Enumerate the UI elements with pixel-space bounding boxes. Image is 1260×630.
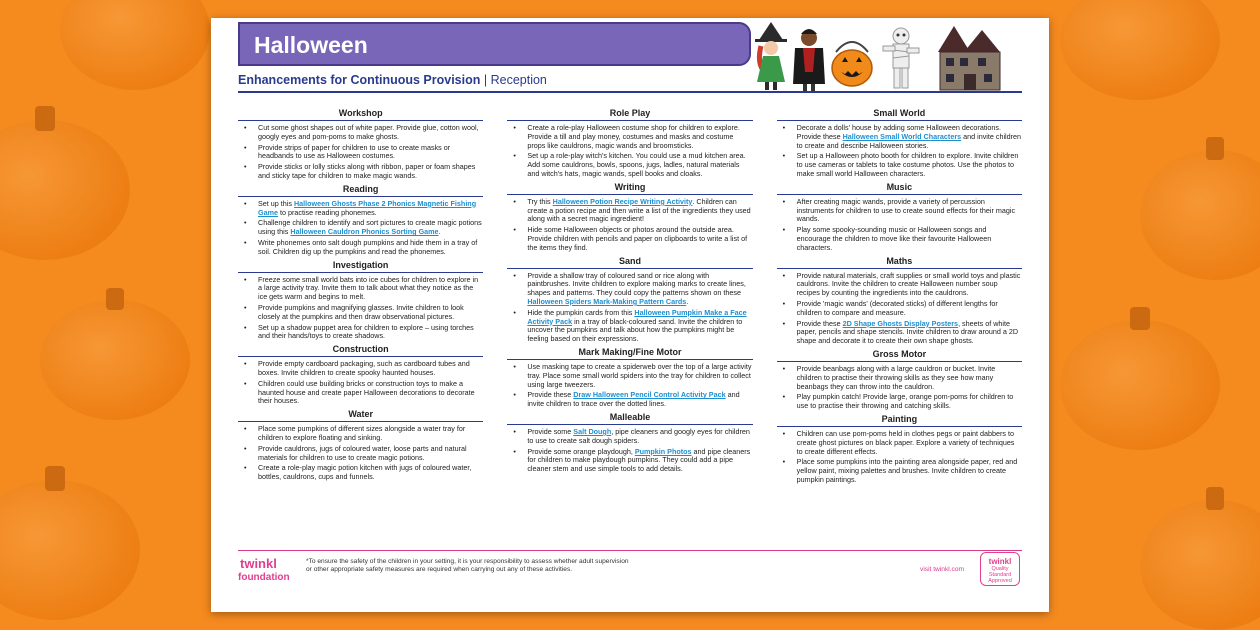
- activity-text: After creating magic wands, provide a variety of percussion instruments for children to use to create sound effects for their magic wands.: [796, 196, 1016, 224]
- activity-text: Try this: [527, 196, 553, 206]
- section-mark-making-fine-motor: [507, 347, 752, 409]
- activity-item: [777, 272, 1022, 298]
- activity-item: [238, 239, 483, 257]
- activity-text: in a tray of black-coloured sand. Invite the children to uncover the pumpkins and talk about how the pumpkins might be feeling based on their expressions.: [527, 316, 743, 344]
- activity-text: Write phonemes onto salt dough pumpkins and hide them in a tray of soil. Children dig up the pumpkins and read the phonemes.: [258, 237, 478, 256]
- activity-text: .: [686, 296, 689, 306]
- subtitle-year-group: Reception: [490, 73, 547, 87]
- activity-text: Decorate a dolls' house by adding some Halloween decorations. Provide these: [796, 123, 1001, 141]
- activity-text: Provide beanbags along with a large cauldron or bucket. Invite children to practise their throwing skills as they see how many beanbags they can throw into the cauldron.: [796, 363, 996, 391]
- activity-text: Provide natural materials, craft supplies or small world toys and plastic cauldrons. Invite the children to create Halloween number soup recipes by counting the ingredients into the cauldrons.: [796, 270, 1021, 298]
- activity-text: Provide these: [527, 390, 574, 400]
- safety-disclaimer: *To ensure the safety of the children in your setting, it is your responsibility to assess whether adult supervision or other appropriate safety measures are required when carrying out any of these activities.: [306, 558, 629, 573]
- resource-link[interactable]: Halloween Spiders Mark-Making Pattern Cards: [527, 296, 687, 306]
- vampire-character-icon: [791, 22, 827, 92]
- activity-item: [238, 276, 483, 302]
- activity-list: [777, 272, 1022, 346]
- activity-list: [238, 276, 483, 342]
- background-pumpkin-icon: [1140, 150, 1260, 280]
- activity-item: [777, 198, 1022, 224]
- section-maths: [777, 256, 1022, 346]
- background-pumpkin-icon: [0, 120, 130, 260]
- activity-list: [238, 200, 483, 257]
- section-title: Role Play: [507, 108, 752, 121]
- activity-item: [507, 448, 752, 474]
- page-title: Halloween: [254, 32, 368, 58]
- continuous-provision-sheet: [211, 18, 1049, 612]
- section-title: Reading: [238, 184, 483, 197]
- activity-item: [238, 425, 483, 443]
- activity-text: Provide 'magic wands' (decorated sticks) of different lengths for children to compare and measure.: [796, 298, 998, 317]
- subtitle-main: Enhancements for Continuous Provision: [238, 73, 481, 87]
- background-pumpkin-icon: [1060, 0, 1220, 100]
- activity-text: Set up a shadow puppet area for children to explore – using torches and their hands/toys to create shadows.: [258, 322, 474, 341]
- activity-text: Provide some orange playdough,: [527, 446, 635, 456]
- activity-item: [777, 152, 1022, 178]
- activity-list: [238, 360, 483, 406]
- activity-text: Hide the pumpkin cards from this: [527, 307, 635, 317]
- activity-column: [507, 108, 752, 488]
- activity-text: .: [438, 227, 441, 237]
- activity-item: [777, 226, 1022, 252]
- subtitle-separator: |: [480, 73, 491, 87]
- activity-item: [238, 200, 483, 218]
- activity-item: [238, 124, 483, 142]
- witch-character-icon: [753, 22, 789, 92]
- section-reading: [238, 184, 483, 257]
- activity-item: [777, 320, 1022, 346]
- activity-text: Hide some Halloween objects or photos around the outside area. Provide children with pencils and paper on clipboards to write a list of the items they find.: [527, 225, 748, 252]
- activity-item: [507, 124, 752, 150]
- activity-text: Children can use pom-poms held in clothes pegs or paint dabbers to create ghost pictures on black paper. Explore a variety of techniques to create different effects.: [796, 428, 1015, 456]
- activity-item: [777, 458, 1022, 484]
- activity-item: [507, 309, 752, 344]
- activity-item: [777, 300, 1022, 318]
- section-title: Mark Making/Fine Motor: [507, 347, 752, 360]
- activity-text: Set up this: [258, 198, 294, 208]
- section-title: Malleable: [507, 412, 752, 425]
- section-title: Sand: [507, 256, 752, 269]
- resource-link[interactable]: Halloween Pumpkin Make a Face Activity Pack: [527, 307, 747, 326]
- activity-text: to practise reading phonemes.: [277, 207, 377, 217]
- activity-text: Provide strips of paper for children to use to create masks or headbands to use as Halloween costumes.: [258, 142, 451, 161]
- activity-text: Use masking tape to create a spiderweb over the top of a large activity tray. Place some small world spiders into the tray for children to collect using large tweezers.: [527, 361, 752, 389]
- activity-text: and pipe cleaners for children to make playdough pumpkins. They could add a pipe cleaner stem and use simple tools to add details.: [527, 446, 751, 474]
- activity-item: [507, 226, 752, 252]
- section-title: Painting: [777, 414, 1022, 427]
- activity-item: [238, 360, 483, 378]
- visit-link[interactable]: visit twinkl.com: [920, 566, 964, 573]
- resource-link[interactable]: Salt Dough: [573, 426, 612, 436]
- section-construction: [238, 344, 483, 406]
- activity-column: [777, 108, 1022, 488]
- haunted-house-icon: [934, 22, 1006, 92]
- activity-list: [507, 272, 752, 344]
- activity-text: Place some pumpkins into the painting area alongside paper, red and yellow paint, mixing palettes and brushes. Invite children to create pumpkin paintings.: [796, 457, 1018, 484]
- activity-text: Play some spooky-sounding music or Halloween songs and encourage the children to move like their favourite Halloween characters.: [796, 225, 992, 252]
- activity-text: Place some pumpkins of different sizes alongside a water tray for children to explore floating and sinking.: [258, 424, 466, 442]
- resource-link[interactable]: Halloween Ghosts Phase 2 Phonics Magnetic Fishing Game: [258, 198, 477, 217]
- section-title: Workshop: [238, 108, 483, 121]
- background-pumpkin-icon: [1060, 320, 1220, 450]
- activity-columns: [238, 108, 1022, 488]
- activity-list: [777, 430, 1022, 485]
- activity-item: [238, 464, 483, 482]
- activity-column: [238, 108, 483, 488]
- background-pumpkin-icon: [40, 300, 190, 420]
- activity-list: [777, 124, 1022, 179]
- activity-item: [777, 124, 1022, 150]
- resource-link[interactable]: Halloween Small World Characters: [842, 131, 962, 141]
- activity-text: Children could use building bricks or construction toys to make a haunted house and create paper Halloween decorations to decorate their houses.: [258, 378, 475, 406]
- section-title: Writing: [507, 182, 752, 195]
- activity-text: and invite children to trace over the dotted lines.: [527, 390, 740, 409]
- mummy-character-icon: [881, 22, 921, 92]
- badge-title: twinkl: [988, 557, 1012, 566]
- activity-list: [777, 198, 1022, 253]
- section-workshop: [238, 108, 483, 181]
- section-title: Small World: [777, 108, 1022, 121]
- activity-item: [238, 304, 483, 322]
- activity-list: [507, 124, 752, 179]
- section-small-world: [777, 108, 1022, 179]
- activity-item: [238, 324, 483, 342]
- section-title: Maths: [777, 256, 1022, 269]
- section-gross-motor: [777, 349, 1022, 411]
- activity-item: [507, 363, 752, 389]
- activity-text: , pipe cleaners and googly eyes for children to use to create salt dough spiders.: [527, 426, 750, 445]
- badge-subtitle: Quality Standard Approved: [988, 566, 1012, 584]
- activity-text: Provide pumpkins and magnifying glasses. Invite children to look closely at the pumpkins and then draw observational pictures.: [258, 302, 464, 321]
- section-water: [238, 409, 483, 482]
- section-title: Construction: [238, 344, 483, 357]
- activity-item: [238, 144, 483, 162]
- section-painting: [777, 414, 1022, 485]
- activity-item: [777, 430, 1022, 456]
- pumpkin-bucket-icon: [830, 38, 874, 88]
- activity-item: [238, 380, 483, 406]
- foundation-logo: foundation: [238, 572, 290, 583]
- activity-text: Provide cauldrons, jugs of coloured water, loose parts and natural materials for children to use to create magic potions.: [258, 443, 467, 462]
- activity-text: Provide sticks or lolly sticks along with ribbon, paper or foam shapes and sticky tape for children to make magic wands.: [258, 162, 476, 180]
- sheet-footer: [238, 550, 1022, 590]
- resource-link[interactable]: Halloween Potion Recipe Writing Activity: [552, 196, 693, 206]
- title-banner: [238, 22, 751, 66]
- activity-list: [507, 363, 752, 409]
- activity-text: Cut some ghost shapes out of white paper. Provide glue, cotton wool, googly eyes and pom-poms to make ghosts.: [258, 123, 479, 141]
- page-subtitle: [238, 73, 547, 87]
- resource-link[interactable]: Pumpkin Photos: [634, 446, 692, 456]
- background-pumpkin-icon: [1140, 500, 1260, 630]
- sheet-header: [238, 18, 1022, 94]
- activity-item: [777, 365, 1022, 391]
- activity-item: [507, 272, 752, 307]
- activity-text: Challenge children to identify and sort pictures to create magic potions using this: [258, 218, 482, 237]
- section-investigation: [238, 260, 483, 342]
- section-malleable: [507, 412, 752, 474]
- activity-text: , sheets of white paper, pencils and shape stencils. Invite children to draw around a 2D shape and decorate it to create their own shape ghosts.: [796, 318, 1019, 346]
- resource-link[interactable]: 2D Shape Ghosts Display Posters: [842, 318, 959, 328]
- header-divider: [238, 91, 1022, 93]
- activity-list: [507, 428, 752, 474]
- section-writing: [507, 182, 752, 253]
- activity-item: [507, 152, 752, 178]
- section-title: Music: [777, 182, 1022, 195]
- activity-text: Provide empty cardboard packaging, such as cardboard tubes and boxes. Invite children to create spooky haunted houses.: [258, 359, 470, 377]
- section-role-play: [507, 108, 752, 179]
- resource-link[interactable]: Draw Halloween Pencil Control Activity Pack: [573, 390, 726, 400]
- section-sand: [507, 256, 752, 344]
- twinkl-logo: twinkl: [240, 556, 277, 571]
- activity-item: [238, 445, 483, 463]
- activity-text: Set up a role-play witch's kitchen. You could use a mud kitchen area. Add some cauldrons, bowls, spoons, jugs, ladles, natural materials and witch's hats, magic wands, spell books and cloaks.: [527, 151, 746, 178]
- activity-text: Provide a shallow tray of coloured sand or rice along with paintbrushes. Invite children to explore making marks to create lines, shapes and patterns. They could copy the patterns shown on these: [527, 270, 746, 298]
- activity-item: [507, 391, 752, 409]
- activity-text: . Children can create a potion recipe and then write a list of the ingredients they used along with a secret magic ingredient!: [527, 196, 751, 224]
- resource-link[interactable]: Halloween Cauldron Phonics Sorting Game: [290, 227, 439, 237]
- activity-item: [507, 428, 752, 446]
- section-title: Water: [238, 409, 483, 422]
- activity-list: [238, 124, 483, 181]
- activity-text: Play pumpkin catch! Provide large, orange pom-poms for children to use to practise their throwing and catching skills.: [796, 392, 1014, 411]
- activity-text: and invite children to create and describe Halloween stories.: [796, 131, 1022, 150]
- section-title: Investigation: [238, 260, 483, 273]
- background-pumpkin-icon: [60, 0, 210, 90]
- activity-list: [777, 365, 1022, 411]
- activity-item: [238, 219, 483, 237]
- activity-item: [777, 393, 1022, 411]
- quality-standard-badge: [980, 552, 1020, 586]
- section-title: Gross Motor: [777, 349, 1022, 362]
- activity-list: [507, 198, 752, 253]
- section-music: [777, 182, 1022, 253]
- activity-list: [238, 425, 483, 482]
- activity-text: Set up a Halloween photo booth for children to explore. Invite children to use cameras or tablets to take costume photos. Use the photos to make small world Halloween characters.: [796, 151, 1019, 178]
- activity-text: Create a role-play Halloween costume shop for children to explore. Provide a till and play money, costumes and masks and costume props like cauldrons, magic wands and broomsticks.: [527, 123, 740, 150]
- activity-text: Provide these: [796, 318, 843, 328]
- activity-text: Create a role-play magic potion kitchen with jugs of coloured water, bottles, cauldrons, cups and funnels.: [258, 463, 472, 482]
- activity-item: [507, 198, 752, 224]
- activity-text: Freeze some small world bats into ice cubes for children to explore in a large activity tray. Invite them to talk about what they notice as the ice gets warm and begins to melt.: [258, 274, 479, 302]
- activity-text: Provide some: [527, 426, 574, 436]
- activity-item: [238, 163, 483, 181]
- footer-divider: [238, 550, 1022, 551]
- background-pumpkin-icon: [0, 480, 140, 620]
